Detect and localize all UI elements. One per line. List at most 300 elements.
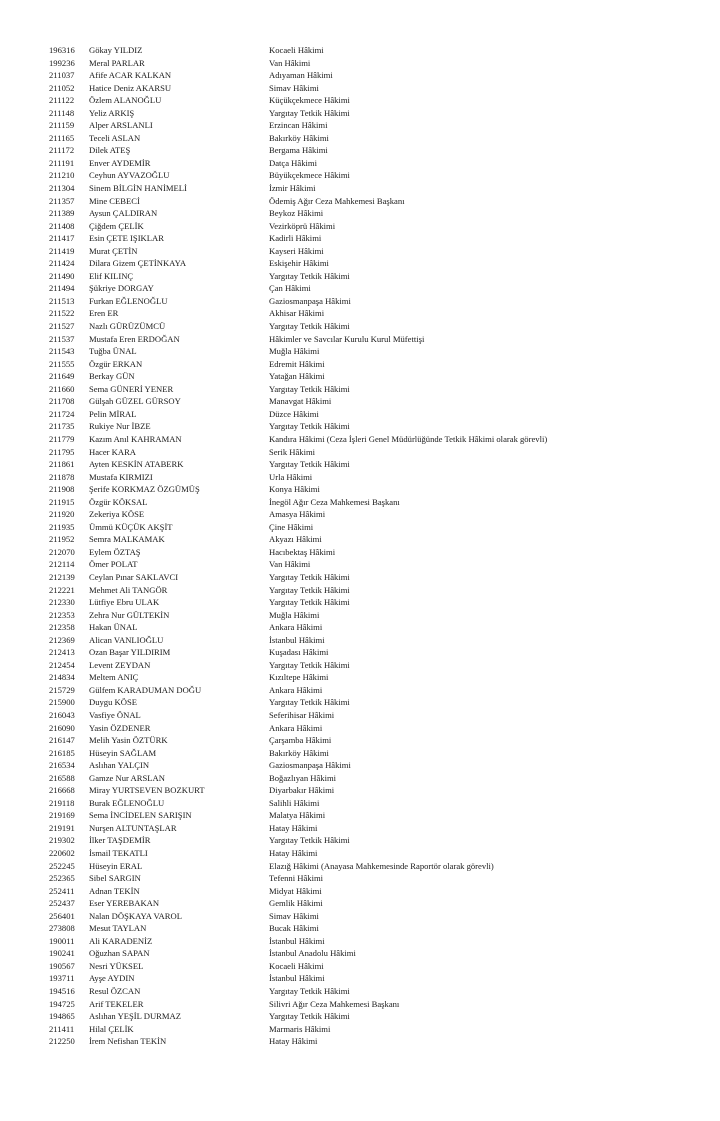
list-item: [49, 157, 689, 170]
list-item: [49, 734, 689, 747]
person-name: Yeliz ARKIŞ: [89, 107, 135, 118]
list-item: [49, 847, 689, 860]
registry-number: 212070: [49, 546, 75, 557]
registry-number: 252245: [49, 860, 75, 871]
assigned-position: Yargıtay Tetkik Hâkimi: [269, 321, 350, 332]
list-item: [49, 972, 689, 985]
assigned-position: Akyazı Hâkimi: [269, 534, 322, 545]
registry-number: 219191: [49, 822, 75, 833]
registry-number: 211935: [49, 521, 75, 532]
list-item: [49, 107, 689, 120]
list-item: [49, 320, 689, 333]
assigned-position: İzmir Hâkimi: [269, 183, 316, 194]
assigned-position: Tefenni Hâkimi: [269, 873, 324, 884]
registry-number: 211878: [49, 471, 75, 482]
person-name: Ömer POLAT: [89, 559, 138, 570]
registry-number: 212369: [49, 634, 75, 645]
list-item: [49, 596, 689, 609]
list-item: [49, 207, 689, 220]
registry-number: 211424: [49, 258, 75, 269]
registry-number: 216588: [49, 772, 75, 783]
registry-number: 190011: [49, 935, 75, 946]
registry-number: 211735: [49, 421, 75, 432]
assigned-position: Ankara Hâkimi: [269, 684, 323, 695]
list-item: [49, 521, 689, 534]
person-name: Melih Yasin ÖZTÜRK: [89, 735, 168, 746]
list-item: [49, 684, 689, 697]
assigned-position: Yargıtay Tetkik Hâkimi: [269, 270, 350, 281]
person-name: Ayten KESKİN ATABERK: [89, 459, 184, 470]
registry-number: 211411: [49, 1023, 75, 1034]
list-item: [49, 220, 689, 233]
list-item: [49, 634, 689, 647]
list-item: [49, 571, 689, 584]
assigned-position: İstanbul Anadolu Hâkimi: [269, 948, 356, 959]
assigned-position: Hatay Hâkimi: [269, 848, 318, 858]
list-item: [49, 295, 689, 308]
registry-number: 211543: [49, 346, 75, 357]
list-item: [49, 169, 689, 182]
list-item: [49, 558, 689, 571]
person-name: Zehra Nur GÜLTEKİN: [89, 609, 170, 620]
list-item: [49, 722, 689, 735]
list-item: [49, 872, 689, 885]
assigned-position: İnegöl Ağır Ceza Mahkemesi Başkanı: [269, 496, 400, 507]
registry-number: 219118: [49, 797, 75, 808]
person-name: Oğuzhan SAPAN: [89, 948, 150, 959]
list-item: [49, 646, 689, 659]
assigned-position: Çine Hâkimi: [269, 521, 314, 532]
registry-number: 212221: [49, 584, 75, 595]
list-item: [49, 546, 689, 559]
list-item: [49, 784, 689, 797]
registry-number: 212353: [49, 609, 75, 620]
list-item: [49, 358, 689, 371]
assigned-position: Bakırköy Hâkimi: [269, 747, 329, 758]
list-item: [49, 57, 689, 70]
list-item: [49, 483, 689, 496]
list-item: [49, 1010, 689, 1023]
list-item: [49, 333, 689, 346]
person-name: Eren ER: [89, 308, 119, 319]
assigned-position: Malatya Hâkimi: [269, 810, 326, 821]
assigned-position: Konya Hâkimi: [269, 484, 320, 495]
person-name: Ceyhun AYVAZOĞLU: [89, 170, 170, 181]
assigned-position: Hâkimler ve Savcılar Kurulu Kurul Müfettişi: [269, 333, 425, 344]
person-name: Nesri YÜKSEL: [89, 960, 144, 971]
registry-number: 211408: [49, 220, 75, 231]
list-item: [49, 822, 689, 835]
assigned-position: Amasya Hâkimi: [269, 509, 326, 520]
person-name: Kazım Anıl KAHRAMAN: [89, 433, 182, 444]
assigned-position: Yargıtay Tetkik Hâkimi: [269, 986, 350, 997]
person-name: Duygu KÖSE: [89, 697, 137, 708]
assigned-position: Elazığ Hâkimi (Anayasa Mahkemesinde Raportör olarak görevli): [269, 860, 494, 871]
registry-number: 211779: [49, 433, 75, 444]
assigned-position: Midyat Hâkimi: [269, 885, 322, 896]
list-item: [49, 1023, 689, 1036]
registry-number: 273808: [49, 923, 75, 934]
person-name: Özgür ERKAN: [89, 358, 143, 369]
assigned-position: Hatay Hâkimi: [269, 1036, 318, 1047]
person-name: İsmail TEKATLI: [89, 848, 148, 858]
assigned-position: Gaziosmanpaşa Hâkimi: [269, 295, 351, 306]
person-name: Mine CEBECİ: [89, 195, 140, 206]
list-item: [49, 433, 689, 446]
list-item: [49, 119, 689, 132]
person-name: Nalan DÖŞKAYA VAROL: [89, 910, 182, 921]
list-item: [49, 232, 689, 245]
registry-number: 216534: [49, 760, 75, 771]
registry-number: 211494: [49, 283, 75, 294]
assigned-position: Manavgat Hâkimi: [269, 396, 332, 407]
registry-number: 190241: [49, 948, 75, 959]
person-name: Zekeriya KÖSE: [89, 509, 145, 520]
person-name: Nazlı GÜRÜZÜMCÜ: [89, 321, 166, 332]
assigned-position: Simav Hâkimi: [269, 910, 319, 921]
list-item: [49, 998, 689, 1011]
person-name: Meral PARLAR: [89, 57, 145, 68]
registry-number: 215900: [49, 697, 75, 708]
assigned-position: Kayseri Hâkimi: [269, 245, 324, 256]
assigned-position: Datça Hâkimi: [269, 157, 317, 168]
registry-number: 220602: [49, 848, 75, 858]
assigned-position: İstanbul Hâkimi: [269, 634, 325, 645]
assigned-position: Yargıtay Tetkik Hâkimi: [269, 421, 350, 432]
registry-number: 211915: [49, 496, 75, 507]
registry-number: 252437: [49, 898, 75, 909]
assigned-position: Düzce Hâkimi: [269, 408, 319, 419]
registry-number: 211122: [49, 95, 75, 106]
person-name: Hilal ÇELİK: [89, 1023, 134, 1034]
assigned-position: Muğla Hâkimi: [269, 346, 320, 357]
assigned-position: Adıyaman Hâkimi: [269, 70, 333, 81]
registry-number: 212413: [49, 647, 75, 658]
person-name: Hüseyin SAĞLAM: [89, 747, 157, 758]
person-name: Murat ÇETİN: [89, 245, 138, 256]
person-name: Esin ÇETE IŞIKLAR: [89, 233, 164, 244]
person-name: Özlem ALANOĞLU: [89, 95, 162, 106]
registry-number: 216668: [49, 785, 75, 796]
list-item: [49, 370, 689, 383]
person-name: Afife ACAR KALKAN: [89, 70, 172, 81]
assigned-position: Edremit Hâkimi: [269, 358, 325, 369]
registry-number: 211052: [49, 82, 75, 93]
registry-number: 211908: [49, 484, 75, 495]
person-name: Tuğba ÜNAL: [89, 346, 137, 357]
person-name: Vasfiye ÖNAL: [89, 709, 141, 720]
registry-number: 211513: [49, 295, 75, 306]
list-item: [49, 408, 689, 421]
list-item: [49, 709, 689, 722]
assigned-position: Boğazlıyan Hâkimi: [269, 772, 337, 783]
person-name: Hatice Deniz AKARSU: [89, 82, 172, 93]
list-item: [49, 69, 689, 82]
person-name: Ceylan Pınar SAKLAVCI: [89, 571, 179, 582]
list-item: [49, 671, 689, 684]
list-item: [49, 910, 689, 923]
registry-number: 216147: [49, 735, 75, 746]
list-item: [49, 144, 689, 157]
list-item: [49, 496, 689, 509]
assigned-position: İstanbul Hâkimi: [269, 935, 325, 946]
person-name: Ümmü KÜÇÜK AKŞİT: [89, 521, 173, 532]
assigned-position: Çan Hâkimi: [269, 283, 311, 294]
list-item: [49, 420, 689, 433]
assigned-position: Gaziosmanpaşa Hâkimi: [269, 760, 351, 771]
assigned-position: Yargıtay Tetkik Hâkimi: [269, 571, 350, 582]
person-name: Sibel SARGIN: [89, 873, 141, 884]
registry-number: 215729: [49, 684, 75, 695]
list-item: [49, 245, 689, 258]
registry-number: 211417: [49, 233, 75, 244]
person-name: Sema GÜNERİ YENER: [89, 383, 174, 394]
list-item: [49, 584, 689, 597]
list-item: [49, 132, 689, 145]
registry-number: 211527: [49, 321, 75, 332]
registry-number: 211037: [49, 70, 75, 81]
person-name: Burak EĞLENOĞLU: [89, 797, 165, 808]
list-item: [49, 270, 689, 283]
person-name: Dilara Gizem ÇETİNKAYA: [89, 258, 187, 269]
assigned-position: Muğla Hâkimi: [269, 609, 320, 620]
person-name: Aysun ÇALDIRAN: [89, 208, 158, 219]
person-name: Yasin ÖZDENER: [89, 722, 151, 733]
assigned-position: Yargıtay Tetkik Hâkimi: [269, 459, 350, 470]
registry-number: 211952: [49, 534, 75, 545]
person-name: Çiğdem ÇELİK: [89, 220, 144, 231]
person-name: Elif KILINÇ: [89, 270, 134, 281]
list-item: [49, 446, 689, 459]
person-name: Mehmet Ali TANGÖR: [89, 584, 168, 595]
assigned-position: Van Hâkimi: [269, 57, 311, 68]
registry-number: 211660: [49, 383, 75, 394]
registry-number: 211555: [49, 358, 75, 369]
assigned-position: Kızıltepe Hâkimi: [269, 672, 329, 683]
registry-number: 211210: [49, 170, 75, 181]
assigned-position: Çarşamba Hâkimi: [269, 735, 332, 746]
registry-number: 211490: [49, 270, 75, 281]
registry-number: 193711: [49, 973, 75, 984]
registry-number: 211708: [49, 396, 75, 407]
person-name: Dilek ATEŞ: [89, 145, 131, 156]
person-name: Gamze Nur ARSLAN: [89, 772, 165, 783]
person-name: Gökay YILDIZ: [89, 45, 143, 55]
assigned-position: Serik Hâkimi: [269, 446, 316, 457]
assigned-position: Eskişehir Hâkimi: [269, 258, 329, 269]
list-item: [49, 922, 689, 935]
person-name: Levent ZEYDAN: [89, 659, 151, 670]
list-item: [49, 985, 689, 998]
person-name: Eylem ÖZTAŞ: [89, 546, 141, 557]
assigned-position: Van Hâkimi: [269, 559, 311, 570]
person-name: Alican VANLIOĞLU: [89, 634, 164, 645]
assigned-position: Yargıtay Tetkik Hâkimi: [269, 659, 350, 670]
list-item: [49, 759, 689, 772]
assigned-position: Gemlik Hâkimi: [269, 898, 323, 909]
list-item: [49, 621, 689, 634]
person-name: Lütfiye Ebru ULAK: [89, 597, 160, 608]
list-item: [49, 307, 689, 320]
assigned-position: Yargıtay Tetkik Hâkimi: [269, 835, 350, 846]
list-item: [49, 471, 689, 484]
person-name: Pelin MİRAL: [89, 408, 137, 419]
list-item: [49, 747, 689, 760]
list-item: [49, 860, 689, 873]
person-name: Alper ARSLANLI: [89, 120, 153, 131]
registry-number: 219302: [49, 835, 75, 846]
list-item: [49, 94, 689, 107]
assigned-position: Hacıbektaş Hâkimi: [269, 546, 336, 557]
person-name: Hacer KARA: [89, 446, 137, 457]
person-name: Hüseyin ERAL: [89, 860, 143, 871]
person-name: Aslıhan YEŞİL DURMAZ: [89, 1011, 181, 1022]
person-name: Enver AYDEMİR: [89, 157, 151, 168]
person-name: Resul ÖZCAN: [89, 986, 141, 997]
list-item: [49, 458, 689, 471]
person-name: Teceli ASLAN: [89, 132, 141, 143]
registry-number: 211724: [49, 408, 75, 419]
registry-number: 216090: [49, 722, 75, 733]
assigned-position: Bucak Hâkimi: [269, 923, 319, 934]
person-name: Aslıhan YALÇIN: [89, 760, 150, 771]
assigned-position: Urla Hâkimi: [269, 471, 313, 482]
assigned-position: Yargıtay Tetkik Hâkimi: [269, 1011, 350, 1022]
person-name: Şerife KORKMAZ ÖZGÜMÜŞ: [89, 484, 200, 495]
assigned-position: Silivri Ağır Ceza Mahkemesi Başkanı: [269, 998, 400, 1009]
assigned-position: Hatay Hâkimi: [269, 822, 318, 833]
list-item: [49, 44, 689, 57]
person-name: Özgür KÖKSAL: [89, 496, 148, 507]
registry-number: 216043: [49, 709, 75, 720]
person-name: Sinem BİLGİN HANİMELİ: [89, 183, 187, 194]
list-item: [49, 195, 689, 208]
registry-number: 211649: [49, 371, 75, 382]
person-name: Mesut TAYLAN: [89, 923, 147, 934]
registry-number: 214834: [49, 672, 75, 683]
person-name: Ozan Başar YILDIRIM: [89, 647, 171, 658]
registry-number: 194865: [49, 1011, 75, 1022]
registry-number: 211522: [49, 308, 75, 319]
person-name: Ali KARADENİZ: [89, 935, 153, 946]
registry-number: 211172: [49, 145, 75, 156]
person-name: Sema İNCİDELEN SARIŞIN: [89, 810, 192, 821]
registry-number: 211419: [49, 245, 75, 256]
assigned-position: Kuşadası Hâkimi: [269, 647, 329, 658]
list-item: [49, 809, 689, 822]
registry-number: 190567: [49, 960, 75, 971]
assigned-position: Bakırköy Hâkimi: [269, 132, 329, 143]
assigned-position: Küçükçekmece Hâkimi: [269, 95, 350, 106]
registry-number: 211304: [49, 183, 75, 194]
list-item: [49, 345, 689, 358]
assigned-position: Yargıtay Tetkik Hâkimi: [269, 383, 350, 394]
list-item: [49, 659, 689, 672]
list-item: [49, 609, 689, 622]
registry-number: 252365: [49, 873, 75, 884]
assigned-position: Kocaeli Hâkimi: [269, 960, 324, 971]
assigned-position: Simav Hâkimi: [269, 82, 319, 93]
list-item: [49, 797, 689, 810]
assigned-position: Diyarbakır Hâkimi: [269, 785, 335, 796]
registry-number: 211159: [49, 120, 75, 131]
registry-number: 194725: [49, 998, 75, 1009]
list-item: [49, 696, 689, 709]
assigned-position: Yatağan Hâkimi: [269, 371, 325, 382]
registry-number: 196316: [49, 45, 75, 55]
assigned-position: Akhisar Hâkimi: [269, 308, 325, 319]
list-item: [49, 182, 689, 195]
registry-number: 211795: [49, 446, 75, 457]
assigned-position: Erzincan Hâkimi: [269, 120, 328, 131]
registry-number: 211148: [49, 107, 75, 118]
person-name: Gülşah GÜZEL GÜRSOY: [89, 396, 181, 407]
list-item: [49, 834, 689, 847]
person-name: Ayşe AYDIN: [89, 973, 135, 984]
person-name: Adnan TEKİN: [89, 885, 140, 896]
assigned-position: Büyükçekmece Hâkimi: [269, 170, 350, 181]
assigned-position: Yargıtay Tetkik Hâkimi: [269, 697, 350, 708]
registry-number: 212250: [49, 1036, 75, 1047]
registry-number: 211165: [49, 132, 75, 143]
list-item: [49, 885, 689, 898]
registry-number: 212358: [49, 622, 75, 633]
person-name: İlker TAŞDEMİR: [89, 835, 151, 846]
registry-number: 199236: [49, 57, 75, 68]
person-name: Semra MALKAMAK: [89, 534, 165, 545]
assigned-position: Yargıtay Tetkik Hâkimi: [269, 584, 350, 595]
person-name: Eser YEREBAKAN: [89, 898, 160, 909]
person-name: Hakan ÜNAL: [89, 622, 138, 633]
list-item: [49, 282, 689, 295]
person-name: Miray YURTSEVEN BOZKURT: [89, 785, 205, 796]
person-name: Şükriye DORGAY: [89, 283, 154, 294]
assigned-position: Kandıra Hâkimi (Ceza İşleri Genel Müdürlüğünde Tetkik Hâkimi olarak görevli): [269, 433, 548, 444]
registry-number: 211357: [49, 195, 75, 206]
list-item: [49, 1035, 689, 1048]
registry-number: 212114: [49, 559, 75, 570]
person-name: Mustafa Eren ERDOĞAN: [89, 333, 180, 344]
list-item: [49, 772, 689, 785]
registry-number: 219169: [49, 810, 75, 821]
assigned-position: Bergama Hâkimi: [269, 145, 328, 156]
registry-number: 211389: [49, 208, 75, 219]
assigned-position: İstanbul Hâkimi: [269, 973, 325, 984]
assigned-position: Salihli Hâkimi: [269, 797, 320, 808]
person-name: Furkan EĞLENOĞLU: [89, 295, 168, 306]
assigned-position: Kocaeli Hâkimi: [269, 45, 324, 55]
assigned-position: Vezirköprü Hâkimi: [269, 220, 336, 231]
person-name: Gülfem KARADUMAN DOĞU: [89, 684, 202, 695]
registry-number: 194516: [49, 986, 75, 997]
registry-number: 212139: [49, 571, 75, 582]
person-name: Berkay GÜN: [89, 371, 135, 382]
assigned-position: Beykoz Hâkimi: [269, 208, 324, 219]
registry-number: 216185: [49, 747, 75, 758]
registry-number: 211191: [49, 157, 75, 168]
list-item: [49, 533, 689, 546]
assigned-position: Kadirli Hâkimi: [269, 233, 322, 244]
assigned-position: Ankara Hâkimi: [269, 622, 323, 633]
appointment-list: [49, 44, 689, 1048]
person-name: Arif TEKELER: [89, 998, 144, 1009]
registry-number: 211920: [49, 509, 75, 520]
list-item: [49, 960, 689, 973]
assigned-position: Yargıtay Tetkik Hâkimi: [269, 107, 350, 118]
person-name: Nurşen ALTUNTAŞLAR: [89, 822, 177, 833]
registry-number: 211861: [49, 459, 75, 470]
person-name: Mustafa KIRMIZI: [89, 471, 153, 482]
